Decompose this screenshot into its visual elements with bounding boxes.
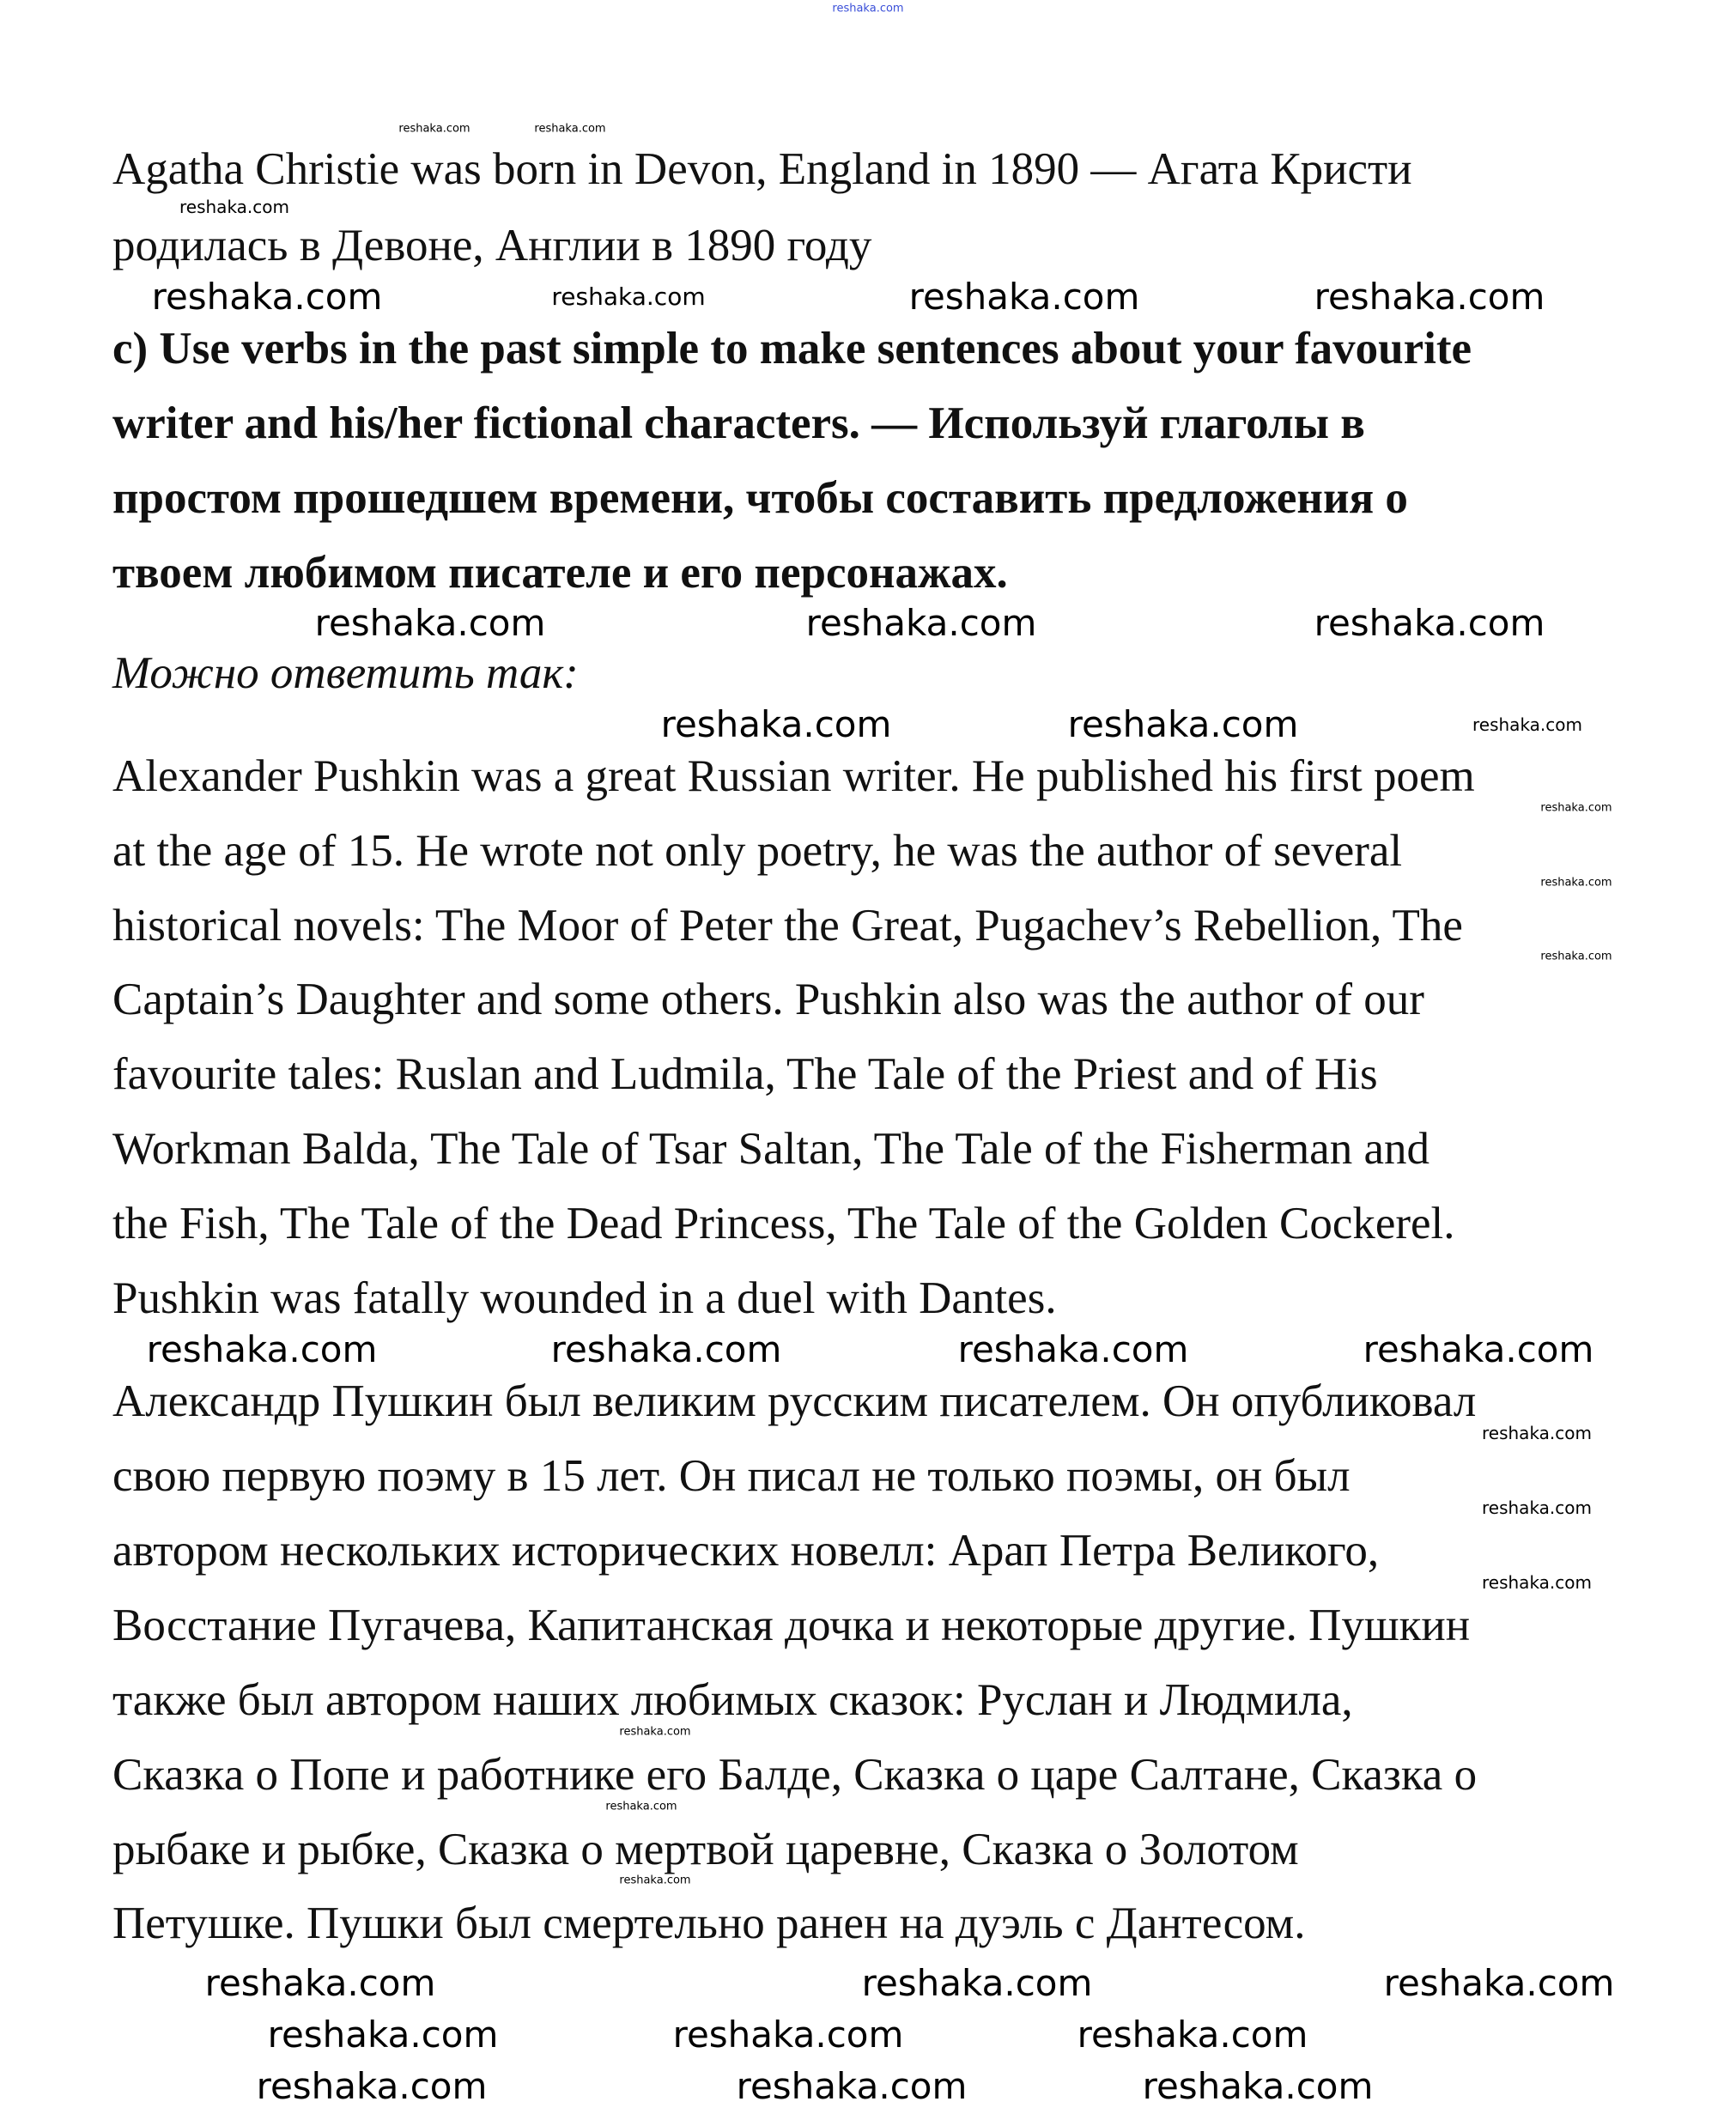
text-line: Agatha Christie was born in Devon, England in 1890 — Агата Кристи	[112, 144, 1412, 194]
text-line: также был автором наших любимых сказок: Руслан и Людмила,	[112, 1675, 1353, 1725]
text-line: the Fish, The Tale of the Dead Princess, The Tale of the Golden Cockerel.	[112, 1199, 1455, 1248]
watermark: reshaka.com	[551, 282, 706, 311]
watermark: reshaka.com	[1540, 876, 1612, 890]
text-line: Александр Пушкин был великим русским писателем. Он опубликовал	[112, 1376, 1477, 1426]
watermark: reshaka.com	[1472, 714, 1582, 735]
watermark: reshaka.com	[1314, 602, 1545, 644]
text-line: свою первую поэму в 15 лет. Он писал не только поэмы, он был	[112, 1451, 1351, 1501]
watermark: reshaka.com	[605, 1800, 677, 1813]
watermark: reshaka.com	[1540, 801, 1612, 815]
watermark: reshaka.com	[1482, 1572, 1592, 1593]
task-heading: твоем любимом писателе и его персонажах.	[112, 548, 1008, 598]
watermark: reshaka.com	[736, 2065, 968, 2107]
watermark: reshaka.com	[151, 276, 383, 318]
watermark: reshaka.com	[550, 1328, 782, 1370]
watermark: reshaka.com	[1540, 950, 1612, 963]
watermark: reshaka.com	[256, 2065, 488, 2107]
task-heading: простом прошедшем времени, чтобы составить предложения о	[112, 473, 1408, 523]
watermark: reshaka.com	[1314, 276, 1545, 318]
text-line: Петушке. Пушки был смертельно ранен на дуэль с Дантесом.	[112, 1898, 1306, 1948]
watermark: reshaka.com	[267, 2014, 499, 2056]
watermark: reshaka.com	[619, 1874, 691, 1887]
watermark: reshaka.com	[957, 1328, 1189, 1370]
watermark: reshaka.com	[619, 1725, 691, 1739]
text-line: historical novels: The Moor of Peter the Great, Pugachev’s Rebellion, The	[112, 901, 1463, 951]
task-heading: writer and his/her fictional characters. — Используй глаголы в	[112, 398, 1365, 448]
text-line: Восстание Пугачева, Капитанская дочка и некоторые другие. Пушкин	[112, 1601, 1471, 1650]
watermark: reshaka.com	[1363, 1328, 1594, 1370]
watermark: reshaka.com	[1482, 1497, 1592, 1518]
watermark: reshaka.com	[832, 2, 904, 15]
text-line: at the age of 15. He wrote not only poetry, he was the author of several	[112, 826, 1403, 876]
text-line: родилась в Девоне, Англии в 1890 году	[112, 221, 872, 270]
text-line: автором нескольких исторических новелл: Арап Петра Великого,	[112, 1526, 1380, 1576]
text-line: favourite tales: Ruslan and Ludmila, The Tale of the Priest and of His	[112, 1049, 1378, 1099]
watermark: reshaka.com	[1067, 703, 1299, 745]
watermark: reshaka.com	[179, 197, 289, 217]
watermark: reshaka.com	[660, 703, 892, 745]
task-heading: c) Use verbs in the past simple to make sentences about your favourite	[112, 324, 1472, 374]
text-line: Captain’s Daughter and some others. Pushkin also was the author of our	[112, 975, 1424, 1024]
watermark: reshaka.com	[314, 602, 546, 644]
watermark: reshaka.com	[805, 602, 1037, 644]
watermark: reshaka.com	[908, 276, 1140, 318]
watermark: reshaka.com	[146, 1328, 378, 1370]
watermark: reshaka.com	[1383, 1962, 1615, 2004]
answer-intro: Можно ответить так:	[112, 648, 579, 698]
watermark: reshaka.com	[534, 122, 606, 136]
text-line: Pushkin was fatally wounded in a duel with Dantes.	[112, 1273, 1057, 1323]
text-line: Сказка о Попе и работнике его Балде, Сказка о царе Салтане, Сказка о	[112, 1750, 1478, 1800]
text-line: Alexander Pushkin was a great Russian writer. He published his first poem	[112, 751, 1475, 801]
watermark: reshaka.com	[1077, 2014, 1308, 2056]
watermark: reshaka.com	[1142, 2065, 1374, 2107]
text-line: Workman Balda, The Tale of Tsar Saltan, The Tale of the Fisherman and	[112, 1124, 1429, 1174]
watermark: reshaka.com	[861, 1962, 1093, 2004]
text-line: рыбаке и рыбке, Сказка о мертвой царевне, Сказка о Золотом	[112, 1825, 1299, 1874]
watermark: reshaka.com	[204, 1962, 436, 2004]
watermark: reshaka.com	[1482, 1423, 1592, 1443]
watermark: reshaka.com	[672, 2014, 904, 2056]
watermark: reshaka.com	[398, 122, 470, 136]
